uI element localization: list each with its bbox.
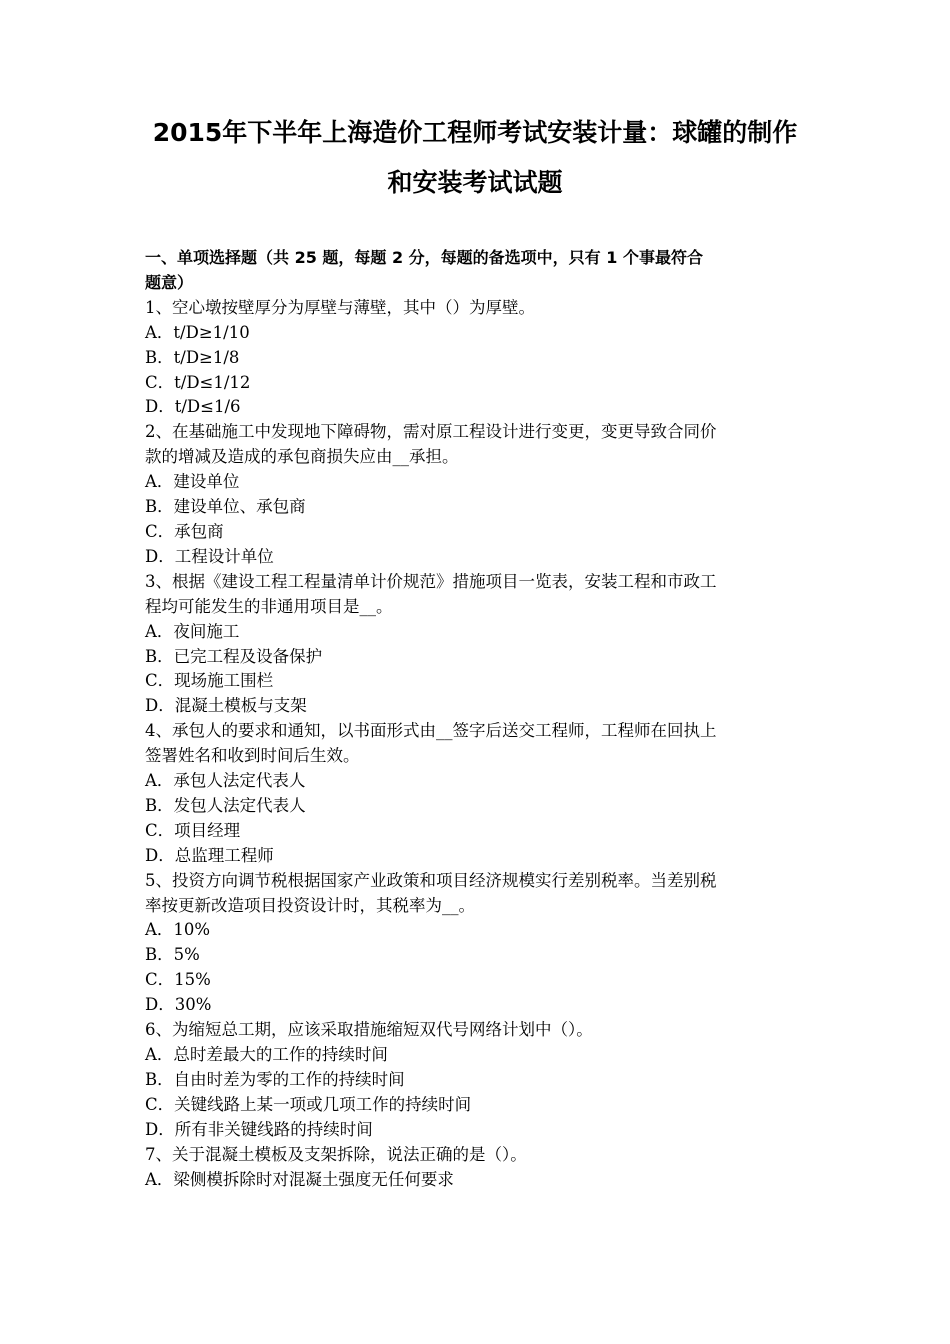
answer-option: B．发包人法定代表人: [145, 795, 306, 815]
answer-option: A．建设单位: [145, 472, 240, 492]
answer-option: D．混凝土模板与支架: [145, 696, 307, 716]
answer-option: C．关键线路上某一项或几项工作的持续时间: [145, 1094, 472, 1114]
question-6: [145, 1018, 805, 1143]
question-text-line: 3、根据《建设工程工程量清单计价规范》措施项目一览表，安装工程和市政工: [145, 571, 717, 591]
question-4: [145, 719, 805, 868]
answer-option: B．t/D≥1/8: [145, 347, 240, 367]
question-text-line: 程均可能发生的非通用项目是__。: [145, 596, 393, 616]
document-body: [145, 246, 805, 1192]
answer-option: A．总时差最大的工作的持续时间: [145, 1045, 388, 1064]
question-7: [145, 1143, 805, 1193]
question-2: [145, 420, 805, 569]
answer-option: B．建设单位、承包商: [145, 497, 306, 517]
answer-option: B．5%: [145, 945, 200, 965]
question-text-line: 签署姓名和收到时间后生效。: [145, 746, 360, 766]
document-title-line-2: 和安装考试试题: [387, 168, 563, 197]
answer-option: A．梁侧模拆除时对混凝土强度无任何要求: [145, 1169, 454, 1189]
answer-option: A．t/D≥1/10: [145, 322, 250, 342]
question-text-line: 5、投资方向调节税根据国家产业政策和项目经济规模实行差别税率。当差别税: [145, 870, 717, 890]
answer-option: D．t/D≤1/6: [145, 397, 241, 417]
question-text-line: 4、承包人的要求和通知，以书面形式由__签字后送交工程师，工程师在回执上: [145, 721, 717, 741]
answer-option: C．15%: [145, 970, 211, 990]
answer-option: C．承包商: [145, 521, 224, 541]
answer-option: D．总监理工程师: [145, 845, 274, 865]
question-text-line: 6、为缩短总工期，应该采取措施缩短双代号网络计划中（）。: [145, 1020, 593, 1040]
question-5: [145, 869, 805, 1018]
question-text-line: 款的增减及造成的承包商损失应由__承担。: [145, 447, 459, 467]
question-text-line: 7、关于混凝土模板及支架拆除，说法正确的是（）。: [145, 1144, 527, 1164]
question-text-line: 1、空心墩按壁厚分为厚壁与薄壁，其中（）为厚壁。: [145, 297, 535, 317]
answer-option: D．工程设计单位: [145, 546, 274, 566]
question-text-line: 2、在基础施工中发现地下障碍物，需对原工程设计进行变更，变更导致合同价: [145, 422, 717, 442]
question-list: [145, 296, 805, 1193]
question-3: [145, 570, 805, 719]
section-heading-line-1: 一、单项选择题（共 25 题，每题 2 分，每题的备选项中，只有 1 个事最符合: [145, 248, 703, 267]
answer-option: D．30%: [145, 995, 212, 1015]
answer-option: B．自由时差为零的工作的持续时间: [145, 1069, 405, 1089]
answer-option: D．所有非关键线路的持续时间: [145, 1119, 373, 1139]
answer-option: C．t/D≤1/12: [145, 372, 251, 392]
answer-option: C．项目经理: [145, 820, 241, 840]
answer-option: A．10%: [145, 920, 211, 940]
answer-option: B．已完工程及设备保护: [145, 646, 323, 666]
question-1: [145, 296, 805, 421]
question-text-line: 率按更新改造项目投资设计时，其税率为__。: [145, 895, 475, 915]
section-heading-line-2: 题意）: [145, 272, 194, 292]
answer-option: A．承包人法定代表人: [145, 771, 306, 791]
answer-option: C．现场施工围栏: [145, 671, 274, 691]
answer-option: A．夜间施工: [145, 621, 240, 641]
section-heading: [145, 246, 805, 296]
document-title-line-1: 2015年下半年上海造价工程师考试安装计量：球罐的制作: [152, 118, 798, 147]
